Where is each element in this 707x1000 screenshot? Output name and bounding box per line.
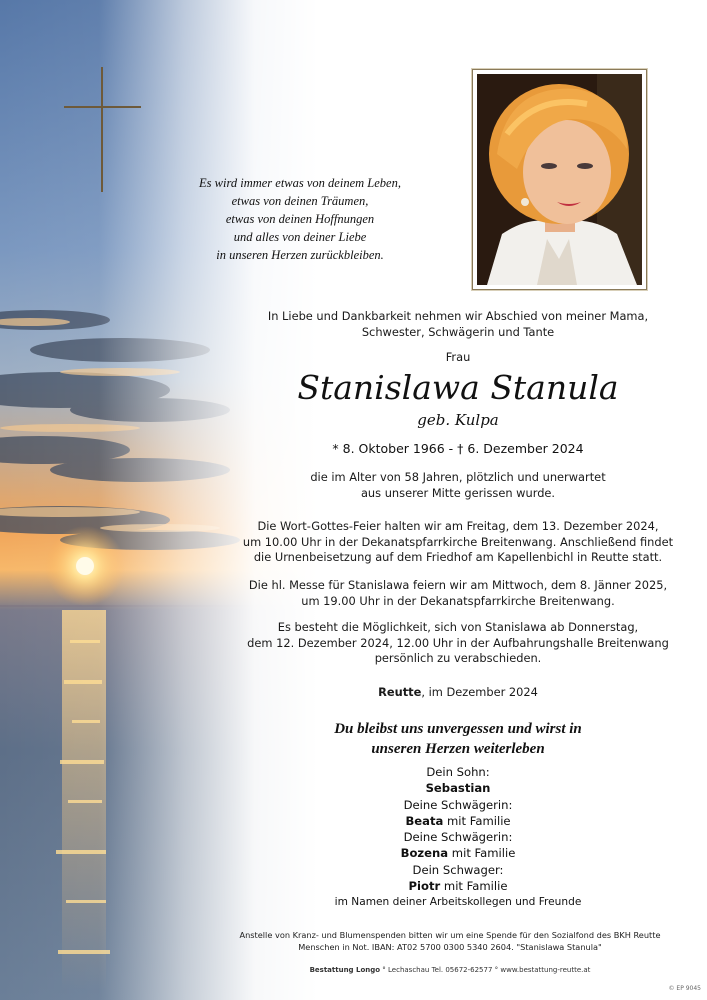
deceased-name: Stanislawa Stanula bbox=[297, 368, 619, 407]
ceremony-line: Die Wort-Gottes-Feier halten wir am Freitag, dem 13. Dezember 2024, bbox=[257, 519, 659, 533]
ceremony-line: die Urnenbeisetzung auf dem Friedhof am Kapellenbichl in Reutte statt. bbox=[253, 550, 663, 564]
family-list bbox=[228, 764, 688, 911]
intro-line: In Liebe und Dankbarkeit nehmen wir Abschied von meiner Mama, bbox=[267, 309, 649, 323]
portrait-photo bbox=[472, 69, 647, 290]
family-label: Deine Schwägerin: bbox=[403, 830, 513, 845]
donation-line: Menschen in Not. IBAN: AT02 5700 0300 5340 2604. "Stanislawa Stanula" bbox=[298, 942, 602, 952]
place-date bbox=[228, 685, 688, 701]
mass-line: um 19.00 Uhr in der Dekanatspfarrkirche Breitenwang. bbox=[301, 593, 615, 608]
memorial-quote bbox=[150, 174, 450, 264]
quote-line: in unseren Herzen zurückbleiben. bbox=[216, 248, 384, 262]
print-code: © EP 9045 bbox=[668, 985, 701, 992]
portrait-image bbox=[477, 74, 642, 285]
intro-line: Schwester, Schwägerin und Tante bbox=[361, 324, 555, 339]
donation-line: Anstelle von Kranz- und Blumenspenden bitten wir um eine Spende für den Sozialfond des BKH Reutte bbox=[239, 930, 661, 940]
place-date-text: , im Dezember 2024 bbox=[421, 685, 538, 699]
family-member: Piotr mit Familie bbox=[408, 879, 508, 894]
undertaker-name: Bestattung Longo bbox=[309, 966, 381, 974]
farewell-line: persönlich zu verabschieden. bbox=[374, 651, 542, 665]
mass-line: Die hl. Messe für Stanislawa feiern wir am Mittwoch, dem 8. Jänner 2025, bbox=[248, 578, 668, 592]
undertaker-details: ° Lechaschau Tel. 05672-62577 ° www.bestattung-reutte.at bbox=[380, 966, 591, 974]
family-label: Deine Schwägerin: bbox=[403, 797, 513, 812]
family-label: Dein Sohn: bbox=[426, 765, 490, 779]
title-text bbox=[228, 350, 688, 366]
intro-text bbox=[228, 309, 688, 340]
salutation: Frau bbox=[445, 350, 471, 364]
life-dates: * 8. Oktober 1966 - † 6. Dezember 2024 bbox=[332, 441, 584, 456]
ceremony-line: um 10.00 Uhr in der Dekanatspfarrkirche Breitenwang. Anschließend findet bbox=[242, 534, 674, 549]
family-member: Bozena mit Familie bbox=[400, 846, 516, 861]
family-label: Dein Schwager: bbox=[412, 862, 504, 877]
place-name: Reutte bbox=[378, 685, 422, 699]
age-line: die im Alter von 58 Jahren, plötzlich und unerwartet bbox=[310, 470, 606, 484]
quote-line: und alles von deiner Liebe bbox=[233, 230, 367, 244]
age-text bbox=[228, 470, 688, 501]
farewell-text bbox=[228, 620, 688, 667]
quote-line: etwas von deinen Träumen, bbox=[231, 194, 369, 208]
member-name: Beata bbox=[405, 813, 444, 828]
age-line: aus unserer Mitte gerissen wurde. bbox=[360, 485, 556, 500]
donation-note bbox=[200, 929, 700, 953]
quote-line: Es wird immer etwas von deinem Leben, bbox=[199, 176, 401, 190]
farewell-line: dem 12. Dezember 2024, 12.00 Uhr in der Aufbahrungshalle Breitenwang bbox=[247, 635, 669, 650]
family-member bbox=[228, 780, 688, 796]
family-label: im Namen deiner Arbeitskollegen und Freunde bbox=[334, 896, 582, 909]
maiden-name: geb. Kulpa bbox=[417, 411, 499, 429]
member-name: Piotr bbox=[408, 879, 441, 894]
farewell-line: Es besteht die Möglichkeit, sich von Stanislawa ab Donnerstag, bbox=[277, 620, 639, 634]
mass-text bbox=[228, 578, 688, 609]
member-name: Sebastian bbox=[425, 781, 491, 796]
family-member: Beata mit Familie bbox=[405, 813, 511, 828]
motto-line: unseren Herzen weiterleben bbox=[371, 741, 545, 757]
motto-line: Du bleibst uns unvergessen und wirst in bbox=[334, 721, 582, 737]
ceremony-text bbox=[228, 519, 688, 566]
quote-line: etwas von deinen Hoffnungen bbox=[225, 212, 375, 226]
member-name: Bozena bbox=[400, 846, 449, 861]
undertaker-info bbox=[200, 966, 700, 974]
motto-text bbox=[228, 719, 688, 759]
